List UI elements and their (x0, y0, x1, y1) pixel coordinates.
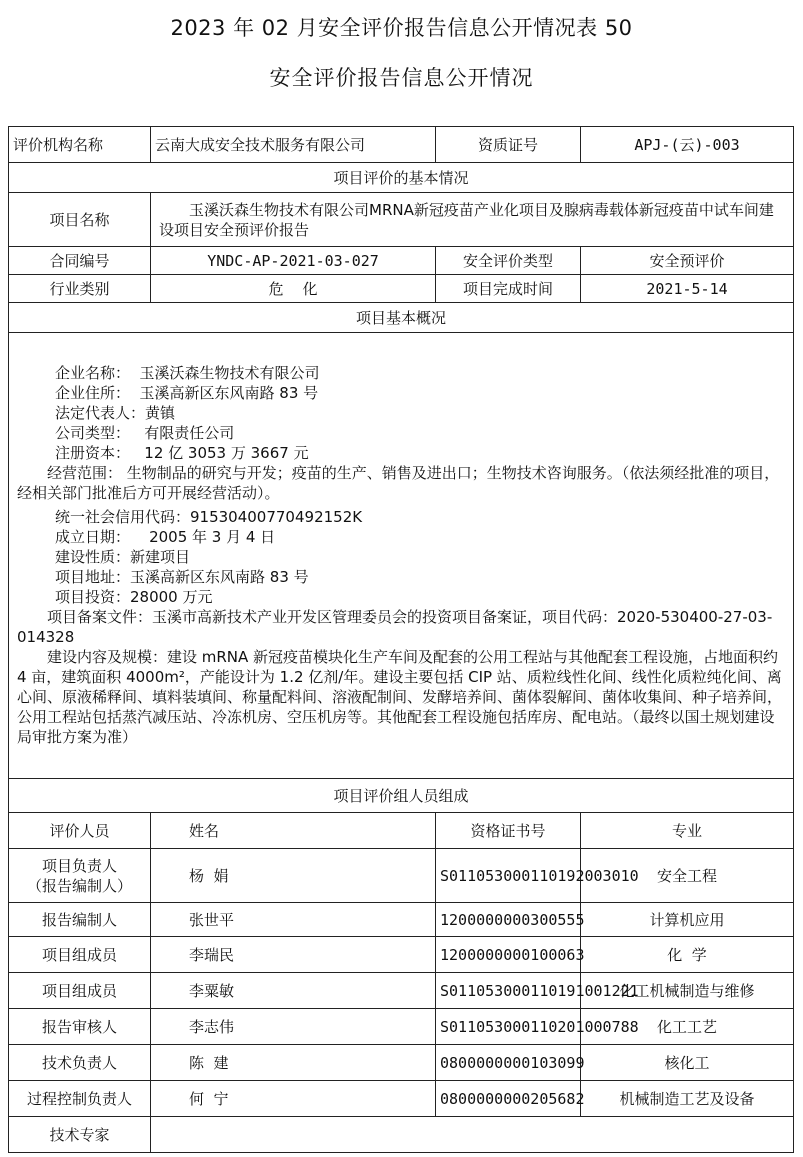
member-major: 计算机应用 (581, 903, 794, 937)
member-major: 化 学 (581, 937, 794, 973)
member-name: 杨 娟 (151, 849, 436, 903)
member-name: 李瑞民 (151, 937, 436, 973)
member-major: 化工机械制造与维修 (581, 973, 794, 1009)
project-name-label: 项目名称 (9, 193, 151, 247)
industry-value: 危 化 (151, 275, 436, 303)
expert-label: 技术专家 (9, 1117, 151, 1153)
site-line: 项目地址：玉溪高新区东风南路 83 号 (55, 568, 309, 586)
eval-type-value: 安全预评价 (581, 247, 794, 275)
member-major: 机械制造工艺及设备 (581, 1081, 794, 1117)
org-value: 云南大成安全技术服务有限公司 (151, 127, 436, 163)
expert-row (9, 1117, 794, 1153)
basic-section-title: 项目评价的基本情况 (9, 163, 794, 193)
finish-value: 2021-5-14 (581, 275, 794, 303)
company-line: 企业名称： 玉溪沃森生物技术有限公司 (55, 364, 320, 382)
member-major: 核化工 (581, 1045, 794, 1081)
org-row (9, 127, 794, 163)
credit-code-line: 统一社会信用代码：91530400770492152K (55, 508, 363, 526)
table-row (9, 1009, 794, 1045)
contract-row (9, 247, 794, 275)
cert-value: APJ-(云)-003 (581, 127, 794, 163)
member-major: 化工工艺 (581, 1009, 794, 1045)
expert-value (151, 1117, 794, 1153)
industry-label: 行业类别 (9, 275, 151, 303)
member-major: 安全工程 (581, 849, 794, 903)
contract-value: YNDC-AP-2021-03-027 (151, 247, 436, 275)
member-cert: 1200000000100063 (436, 937, 581, 973)
member-role: 项目组成员 (9, 937, 151, 973)
table-row (9, 849, 794, 903)
table-row (9, 1045, 794, 1081)
report-subtitle: 安全评价报告信息公开情况 (269, 66, 534, 90)
info-table (8, 126, 794, 1153)
founded-line: 成立日期： 2005 年 3 月 4 日 (55, 528, 276, 546)
member-cert: S011053000110192003010 (436, 849, 581, 903)
col-major-header: 专业 (581, 813, 794, 849)
address-line: 企业住所： 玉溪高新区东风南路 83 号 (55, 384, 319, 402)
overview-section-title: 项目基本概况 (9, 303, 794, 333)
member-name: 张世平 (151, 903, 436, 937)
capital-line: 注册资本： 12 亿 3053 万 3667 元 (55, 444, 309, 462)
org-label: 评价机构名称 (9, 127, 151, 163)
member-role: 项目负责人 （报告编制人） (9, 849, 151, 903)
project-name-value: 玉溪沃森生物技术有限公司MRNA新冠疫苗产业化项目及腺病毒载体新冠疫苗中试车间建设项目安全预评价报告 (151, 193, 794, 247)
member-name: 李粟敏 (151, 973, 436, 1009)
industry-row (9, 275, 794, 303)
eval-type-label: 安全评价类型 (436, 247, 581, 275)
table-row (9, 973, 794, 1009)
col-name-header: 姓名 (151, 813, 436, 849)
col-cert-header: 资格证书号 (436, 813, 581, 849)
filing-paragraph: 项目备案文件：玉溪市高新技术产业开发区管理委员会的投资项目备案证，项目代码：2020-530400-27-03-014328 (17, 608, 773, 646)
col-role-header: 评价人员 (9, 813, 151, 849)
finish-label: 项目完成时间 (436, 275, 581, 303)
content-paragraph: 建设内容及规模：建设 mRNA 新冠疫苗模块化生产车间及配套的公用工程站与其他配套工程设施，占地面积约 4 亩，建筑面积 4000m²，产能设计为 1.2 亿剂/年。建设主要包括 CIP 站、质粒线性化间、线性化质粒纯化间、离心间、原液稀释间、填料装填间、称量配料间、溶液配制间、发酵培养间、菌体裂解间、菌体收集间、种子培养间，公用工程站包括蒸汽减压站、冷冻机房、空压机房等。其他配套工程设施包括库房、配电站。（最终以国土规划建设局审批方案为准） (17, 648, 783, 746)
member-role: 项目组成员 (9, 973, 151, 1009)
member-role: 技术负责人 (9, 1045, 151, 1081)
member-cert: 0800000000205682 (436, 1081, 581, 1117)
member-role: 报告审核人 (9, 1009, 151, 1045)
contract-label: 合同编号 (9, 247, 151, 275)
member-name: 何 宁 (151, 1081, 436, 1117)
table-row (9, 903, 794, 937)
project-name-row (9, 193, 794, 247)
member-name: 李志伟 (151, 1009, 436, 1045)
overview-content (9, 333, 794, 779)
report-title: 2023 年 02 月安全评价报告信息公开情况表 50 (170, 16, 633, 40)
investment-line: 项目投资：28000 万元 (55, 588, 213, 606)
table-row (9, 937, 794, 973)
member-role: 报告编制人 (9, 903, 151, 937)
scope-paragraph: 经营范围： 生物制品的研究与开发；疫苗的生产、销售及进出口；生物技术咨询服务。（依法须经批准的项目，经相关部门批准后方可开展经营活动）。 (17, 464, 780, 502)
member-cert: 0800000000103099 (436, 1045, 581, 1081)
cert-label: 资质证号 (436, 127, 581, 163)
member-name: 陈 建 (151, 1045, 436, 1081)
legal-rep-line: 法定代表人：黄镇 (55, 404, 176, 422)
member-cert: S011053000110201000788 (436, 1009, 581, 1045)
team-section-title: 项目评价组人员组成 (9, 779, 794, 813)
overview-row (9, 333, 794, 779)
member-cert: S011053000110191001221 (436, 973, 581, 1009)
team-header-row (9, 813, 794, 849)
nature-line: 建设性质：新建项目 (55, 548, 191, 566)
member-cert: 1200000000300555 (436, 903, 581, 937)
table-row (9, 1081, 794, 1117)
company-type-line: 公司类型： 有限责任公司 (55, 424, 235, 442)
member-role: 过程控制负责人 (9, 1081, 151, 1117)
